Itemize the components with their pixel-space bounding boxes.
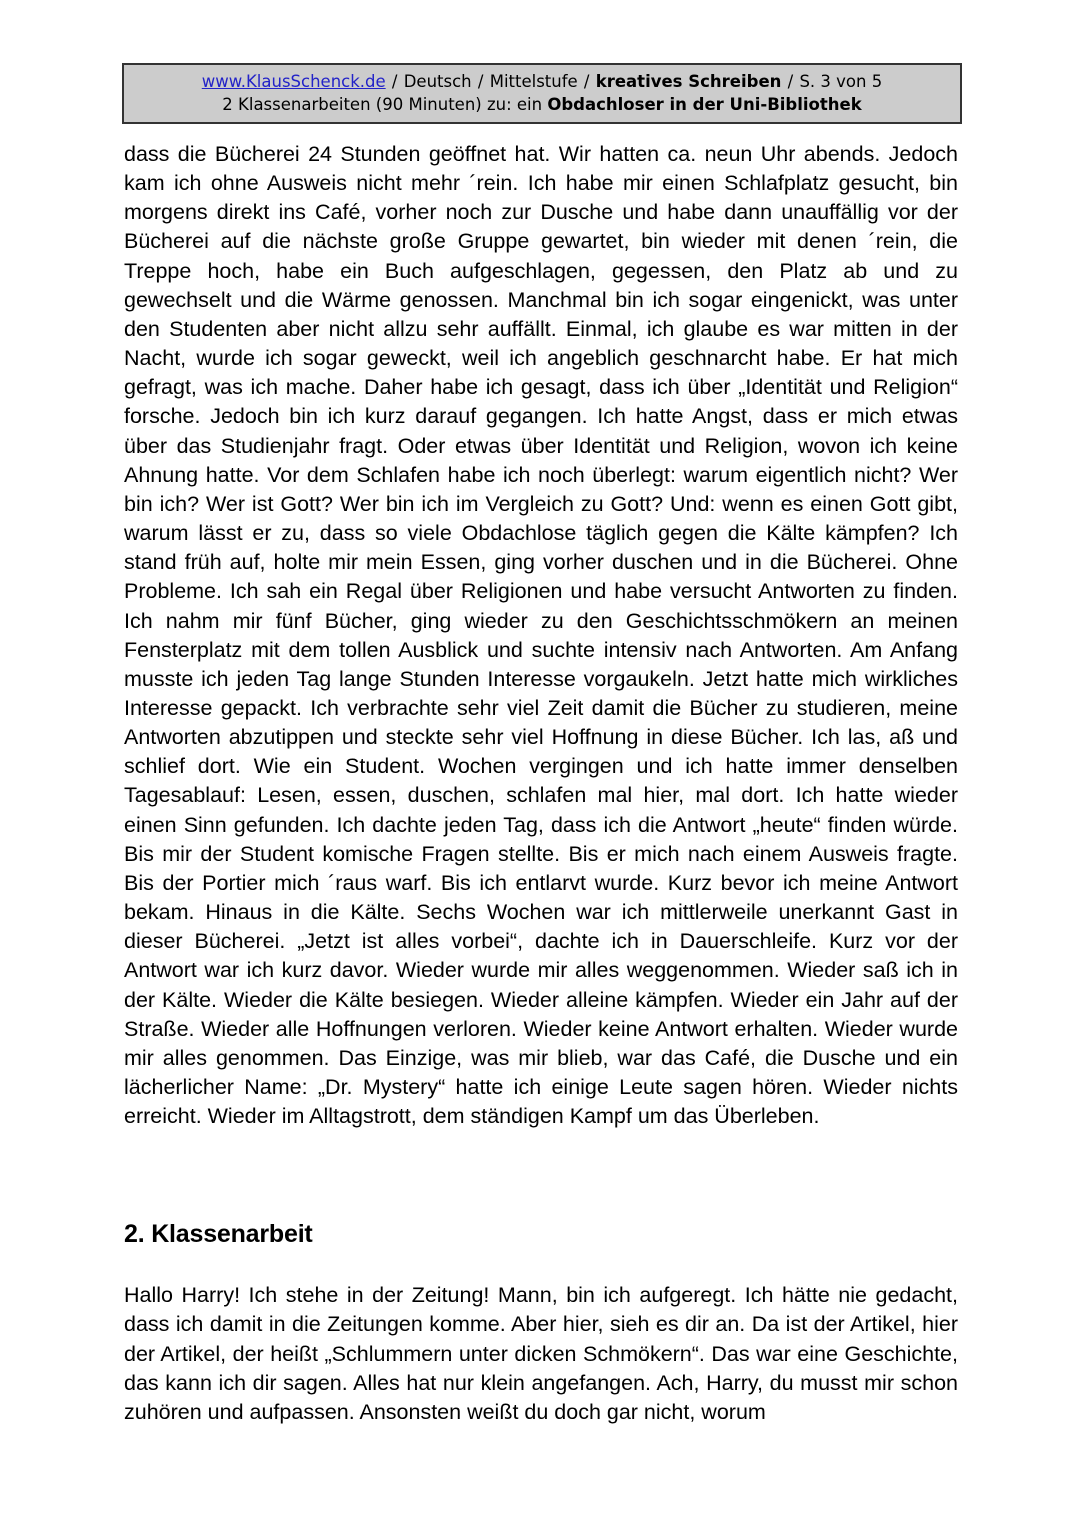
header-level: Mittelstufe [489,72,578,91]
document-content [124,140,958,1427]
section-heading-klassenarbeit-2: 2. Klassenarbeit [124,1220,313,1249]
header-separator-1: / [386,72,403,91]
header-assignment-prefix: 2 Klassenarbeiten (90 Minuten) zu: ein [222,95,548,114]
header-separator-4: / [782,72,799,91]
header-separator-3: / [578,72,595,91]
header-subject: Deutsch [403,72,472,91]
header-line-assignment [134,93,950,116]
header-page-number: S. 3 von 5 [799,72,883,91]
header-separator-2: / [472,72,489,91]
header-line-breadcrumb [134,70,950,93]
header-topic: kreatives Schreiben [595,72,782,91]
klausschenck-website-link[interactable]: www.KlausSchenck.de [201,72,386,91]
page-header-banner [122,63,962,124]
paragraph-klassenarbeit-2-body: Hallo Harry! Ich stehe in der Zeitung! Mann, bin ich aufgeregt. Ich hätte nie gedacht, dass ich damit in die Zeitungen komme. Aber hier, sieh es dir an. Da ist der Artikel, hier der Artikel, der heißt „Schlummern unter dicken Schmökern“. Das war eine Geschichte, das kann ich dir sagen. Alles hat nur klein angefangen. Ach, Harry, du musst mir schon zuhören und aufpassen. Ansonsten weißt du doch gar nicht, worum [124,1283,958,1424]
heading-spacer-bottom [124,1249,958,1281]
heading-spacer-top [124,1131,958,1219]
header-assignment-title: Obdachloser in der Uni-Bibliothek [547,95,862,114]
paragraph-continuation: dass die Bücherei 24 Stunden geöffnet hat. Wir hatten ca. neun Uhr abends. Jedoch kam ich ohne Ausweis nicht mehr ´rein. Ich habe mir einen Schlafplatz gesucht, bin morgens direkt ins Café, vorher noch zur Dusche und habe dann unauffällig vor der Bücherei auf die nächste große Gruppe gewartet, bin wieder mit denen ´rein, die Treppe hoch, habe ein Buch aufgeschlagen, gegessen, den Platz ab und zu gewechselt und die Wärme genossen. Manchmal bin ich sogar eingenickt, was unter den Studenten aber nicht allzu sehr auffällt. Einmal, ich glaube es war mitten in der Nacht, wurde ich sogar geweckt, weil ich angeblich geschnarcht habe. Er hat mich gefragt, was ich mache. Daher habe ich gesagt, dass ich über „Identität und Religion“ forsche. Jedoch bin ich kurz darauf gegangen. Ich hatte Angst, dass er mich etwas über das Studienjahr fragt. Oder etwas über Identität und Religion, wovon ich keine Ahnung hatte. Vor dem Schlafen habe ich noch überlegt: warum eigentlich nicht? Wer bin ich? Wer ist Gott? Wer bin ich im Vergleich zu Gott? Und: wenn es einen Gott gibt, warum lässt er zu, dass so viele Obdachlose täglich gegen die Kälte kämpfen? Ich stand früh auf, holte mir mein Essen, ging vorher duschen und in die Bücherei. Ohne Probleme. Ich sah ein Regal über Religionen und habe versucht Antworten zu finden. Ich nahm mir fünf Bücher, ging wieder zu den Geschichtsschmökern an meinen Fensterplatz mit dem tollen Ausblick und suchte intensiv nach Antworten. Am Anfang musste ich jeden Tag lange Stunden Interesse vorgaukeln. Jetzt hatte mich wirkliches Interesse gepackt. Ich verbrachte sehr viel Zeit damit die Bücher zu studieren, meine Antworten abzutippen und steckte sehr viel Hoffnung in diese Bücher. Ich las, aß und schlief dort. Wie ein Student. Wochen vergingen und ich hatte immer denselben Tagesablauf: Lesen, essen, duschen, schlafen mal hier, mal dort. Ich hatte wieder einen Sinn gefunden. Ich dachte jeden Tag, dass ich die Antwort „heute“ finden würde. Bis mir der Student komische Fragen stellte. Bis er mich nach einem Ausweis fragte. Bis der Portier mich ´raus warf. Bis ich entlarvt wurde. Kurz bevor ich meine Antwort bekam. Hinaus in die Kälte. Sechs Wochen war ich mittlerweile unerkannt Gast in dieser Bücherei. „Jetzt ist alles vorbei“, dachte ich in Dauerschleife. Kurz vor der Antwort war ich kurz davor. Wieder wurde mir alles weggenommen. Wieder saß ich in der Kälte. Wieder die Kälte besiegen. Wieder alleine kämpfen. Wieder ein Jahr auf der Straße. Wieder alle Hoffnungen verloren. Wieder keine Antwort erhalten. Wieder wurde mir alles genommen. Das Einzige, was mir blieb, war das Café, die Dusche und ein lächerlicher Name: „Dr. Mystery“ hatte ich einige Leute sagen hören. Wieder nichts erreicht. Wieder im Alltagstrott, dem ständigen Kampf um das Überleben. [124,142,958,1129]
